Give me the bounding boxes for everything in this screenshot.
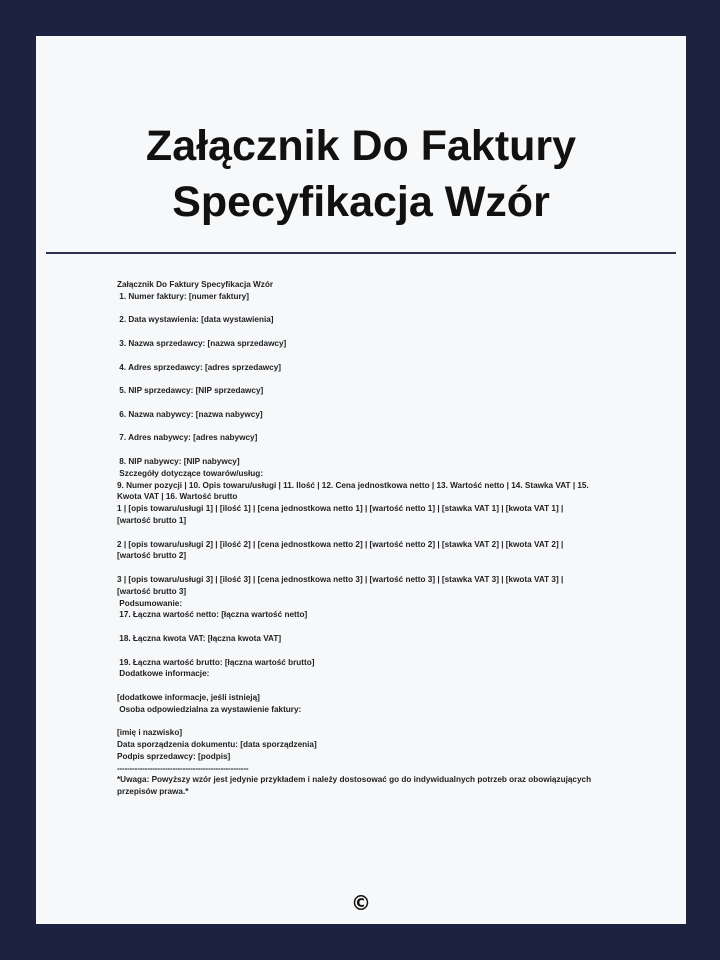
spacer — [117, 397, 597, 409]
field-buyer-name: 6. Nazwa nabywcy: [nazwa nabywcy] — [117, 409, 263, 419]
title-line-2: Specyfikacja Wzór — [172, 178, 550, 226]
date-prepared: Data sporządzenia dokumentu: [data sporządzenia] — [117, 740, 317, 750]
page-title — [36, 118, 686, 230]
seller-signature: Podpis sprzedawcy: [podpis] — [117, 751, 231, 761]
spacer — [117, 645, 597, 657]
document-page — [36, 36, 686, 924]
spacer — [117, 421, 597, 433]
dashed-divider: ---------------------------------------------------- — [117, 763, 249, 773]
details-heading: Szczegóły dotyczące towarów/usług: — [117, 468, 264, 478]
item-row-2: 2 | [opis towaru/usługi 2] | [ilość 2] | [cena jednostkowa netto 2] | [wartość netto 2] | [stawka VAT 2] | [kwota VAT 2] | [wartość brutto 2] — [117, 539, 564, 561]
document-body — [117, 279, 597, 798]
spacer — [117, 350, 597, 362]
responsible-name: [imię i nazwisko] — [117, 728, 183, 738]
columns-line: 9. Numer pozycji | 10. Opis towaru/usługi | 11. Ilość | 12. Cena jednostkowa netto | 13. Wartość netto | 14. Stawka VAT | 15. Kwota VAT | 16. Wartość brutto — [117, 480, 589, 502]
summary-heading: Podsumowanie: — [117, 598, 183, 608]
spacer — [117, 303, 597, 315]
summary-net-total: 17. Łączna wartość netto: [łączna wartość netto] — [117, 610, 308, 620]
field-buyer-address: 7. Adres nabywcy: [adres nabywcy] — [117, 433, 258, 443]
spacer — [117, 373, 597, 385]
summary-gross-total: 19. Łączna wartość brutto: [łączna wartość brutto] — [117, 657, 315, 667]
spacer — [117, 527, 597, 539]
spacer — [117, 715, 597, 727]
field-seller-address: 4. Adres sprzedawcy: [adres sprzedawcy] — [117, 362, 281, 372]
copyright-icon: © — [351, 891, 371, 915]
field-buyer-nip: 8. NIP nabywcy: [NIP nabywcy] — [117, 456, 240, 466]
field-seller-name: 3. Nazwa sprzedawcy: [nazwa sprzedawcy] — [117, 338, 287, 348]
title-divider — [46, 252, 676, 254]
field-seller-nip: 5. NIP sprzedawcy: [NIP sprzedawcy] — [117, 386, 264, 396]
title-line-1: Załącznik Do Faktury — [145, 122, 577, 170]
item-row-1: 1 | [opis towaru/usługi 1] | [ilość 1] | [cena jednostkowa netto 1] | [wartość netto 1] | [stawka VAT 1] | [kwota VAT 1] | [wartość brutto 1] — [117, 504, 564, 525]
spacer — [117, 326, 597, 338]
spacer — [117, 562, 597, 574]
note-text: *Uwaga: Powyższy wzór jest jedynie przykładem i należy dostosować go do indywidualnych potrzeb oraz obowiązujących przepisów prawa.* — [117, 775, 592, 797]
field-invoice-number: 1. Numer faktury: [numer faktury] — [117, 291, 249, 301]
summary-vat-total: 18. Łączna kwota VAT: [łączna kwota VAT] — [117, 633, 282, 643]
spacer — [117, 680, 597, 692]
item-row-3: 3 | [opis towaru/usługi 3] | [ilość 3] | [cena jednostkowa netto 3] | [wartość netto 3] | [stawka VAT 3] | [kwota VAT 3] | [wartość brutto 3] — [117, 574, 564, 596]
spacer — [117, 621, 597, 633]
additional-info-heading: Dodatkowe informacje: — [117, 669, 210, 679]
field-issue-date: 2. Data wystawienia: [data wystawienia] — [117, 315, 274, 325]
document-heading: Załącznik Do Faktury Specyfikacja Wzór — [117, 280, 274, 289]
spacer — [117, 444, 597, 456]
responsible-person-heading: Osoba odpowiedzialna za wystawienie faktury: — [117, 704, 302, 714]
additional-info-value: [dodatkowe informacje, jeśli istnieją] — [117, 692, 260, 702]
